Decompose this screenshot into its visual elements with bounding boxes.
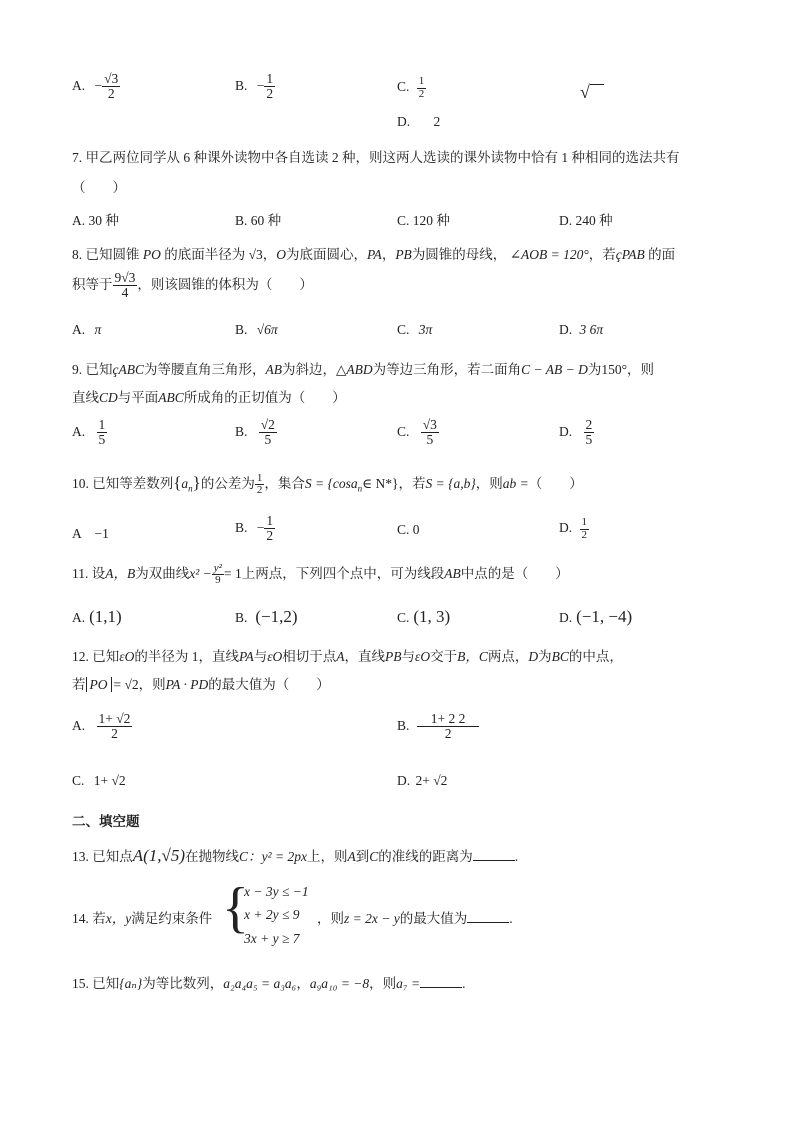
q8-option-d[interactable]: D. 3 6π bbox=[559, 322, 604, 337]
fraction: $\frac{9√3}{4}$ bbox=[114, 270, 136, 301]
constraint-1: x − 3y ≤ −1 bbox=[244, 884, 309, 899]
q7-option-c[interactable]: C. 120 种 bbox=[397, 213, 450, 228]
q11-stem: 11. 设A，B为双曲线x² − $\frac{\text{y²}}{9}$ = 1上两点，下列四个点中，可为线段AB中点的是（ ） bbox=[72, 561, 569, 587]
q12-option-d[interactable]: D. 2+ √2 bbox=[397, 773, 448, 788]
section-title: 二、填空题 bbox=[72, 814, 140, 830]
q10-option-b[interactable]: B. − $\frac{1}{2}$ bbox=[235, 513, 274, 544]
q6-option-b[interactable]: B. − $\frac{1}{2}$ bbox=[235, 71, 274, 102]
q13-stem: 13. 已知点A(1,√5)在抛物线C：y² = 2px上，则A到C的准线的距离为 . bbox=[72, 846, 519, 865]
brace-left: { bbox=[173, 473, 182, 492]
q11-option-c[interactable]: C. (1, 3) bbox=[397, 607, 451, 626]
q12-stem-line2: 若 PO = √2，则PA · PD的最大值为（ ） bbox=[72, 677, 330, 692]
q9-option-b[interactable]: B. $\frac{√2}{5}$ bbox=[235, 417, 275, 448]
q10-option-d[interactable]: D. $\frac{1}{2}$ bbox=[559, 516, 587, 541]
abs-bars: PO bbox=[86, 677, 112, 692]
q8-stem-line1: 8. 已知圆锥 PO 的底面半径为 √3，O为底面圆心，PA，PB为圆锥的母线， ∠AOB = 120°，若çPAB 的面 bbox=[72, 247, 676, 262]
q12-stem-line1: 12. 已知εO的半径为 1，直线PA与εO相切于点A，直线PB与εO交于B，C两点，D为BC的中点， bbox=[72, 649, 623, 664]
q10-stem: 10. 已知等差数列$\{a_n\}$的公差为 $\frac{1}{2}$ ，集合S = {cosa$_n$∈ N*}，若S = {a,b}，则ab =（ ） bbox=[72, 471, 583, 497]
q14-stem-left: 14. 若x，y满足约束条件 bbox=[72, 911, 213, 926]
fraction: $\frac{1}{2}$ bbox=[581, 516, 587, 541]
fraction: $\frac{2}{5}$ bbox=[585, 417, 593, 448]
q11-option-b[interactable]: B. (−1,2) bbox=[235, 607, 298, 626]
fraction: $\frac{1+ 2 2}{2}$ bbox=[417, 712, 480, 741]
sqrt-bar bbox=[590, 84, 604, 85]
constraint-2: x + 2y ≤ 9 bbox=[244, 907, 300, 922]
q6-option-a[interactable]: A. − $\frac{√3}{2}$ bbox=[72, 71, 119, 102]
q12-option-a[interactable]: A. $\frac{1+ √2}{2}$ bbox=[72, 711, 131, 742]
fraction: $\frac{1}{2}$ bbox=[418, 75, 425, 100]
q9-stem-line2: 直线CD与平面ABC所成角的正切值为（ ） bbox=[72, 390, 346, 405]
q14-stem-right: ，则z = 2x − y的最大值为 . bbox=[317, 911, 513, 926]
q8-option-c[interactable]: C. 3π bbox=[397, 322, 433, 337]
q7-paren: （ ） bbox=[72, 180, 126, 195]
answer-blank[interactable] bbox=[467, 910, 509, 923]
fraction: $\frac{\text{y²}}{9}$ bbox=[213, 561, 222, 587]
q9-option-d[interactable]: D. $\frac{2}{5}$ bbox=[559, 417, 593, 448]
system-brace: { bbox=[222, 877, 249, 939]
q7-option-a[interactable]: A. 30 种 bbox=[72, 213, 119, 228]
q6-option-c[interactable]: C. $\frac{1}{2}$ bbox=[397, 75, 425, 100]
constraint-3: 3x + y ≥ 7 bbox=[244, 931, 300, 946]
q10-option-a[interactable]: A −1 bbox=[72, 526, 109, 541]
q8-stem-line2: 积等于 $\frac{9√3}{4}$ ，则该圆锥的体积为（ ） bbox=[72, 270, 313, 301]
q11-option-a[interactable]: A. (1,1) bbox=[72, 607, 122, 626]
q8-option-a[interactable]: A. π bbox=[72, 322, 102, 337]
sqrt-symbol: √ bbox=[580, 82, 590, 102]
fraction: $\frac{√2}{5}$ bbox=[260, 417, 275, 448]
q10-option-c[interactable]: C. 0 bbox=[397, 522, 420, 537]
answer-blank[interactable] bbox=[473, 848, 515, 861]
q15-stem: 15. 已知{aₙ}为等比数列，a₂a₄a₅ = a₃a₆，a₉a₁₀ = −8，则a₇ = . bbox=[72, 976, 466, 991]
q7-option-d[interactable]: D. 240 种 bbox=[559, 213, 613, 228]
q12-option-c[interactable]: C. 1+ √2 bbox=[72, 773, 126, 788]
q9-stem-line1: 9. 已知çABC为等腰直角三角形，AB为斜边，△ABD为等边三角形，若二面角C − AB − D为150°，则 bbox=[72, 362, 655, 377]
fraction: $\frac{1}{2}$ bbox=[266, 71, 274, 102]
q7-option-b[interactable]: B. 60 种 bbox=[235, 213, 282, 228]
answer-blank[interactable] bbox=[420, 975, 462, 988]
fraction: $\frac{√3}{5}$ bbox=[422, 417, 437, 448]
fraction: $\frac{1}{2}$ bbox=[266, 513, 274, 544]
fraction: $\frac{1}{5}$ bbox=[98, 417, 106, 448]
brace-right: } bbox=[192, 473, 201, 492]
q6-option-d[interactable]: D. 2 bbox=[397, 114, 441, 129]
q7-stem: 7. 甲乙两位同学从 6 种课外读物中各自选读 2 种，则这两人选读的课外读物中恰有 1 种相同的选法共有 bbox=[72, 150, 680, 165]
q12-option-b[interactable]: B. $\frac{1+ 2 2}{2}$ bbox=[397, 712, 479, 741]
q9-option-a[interactable]: A. $\frac{1}{5}$ bbox=[72, 417, 106, 448]
fraction: $\frac{1+ √2}{2}$ bbox=[98, 711, 131, 742]
q8-option-b[interactable]: B. √6π bbox=[235, 322, 278, 337]
q9-option-c[interactable]: C. $\frac{√3}{5}$ bbox=[397, 417, 437, 448]
fraction: $\frac{√3}{2}$ bbox=[104, 71, 119, 102]
fraction: $\frac{1}{2}$ bbox=[256, 471, 263, 497]
q11-option-d[interactable]: D. (−1, −4) bbox=[559, 607, 633, 626]
